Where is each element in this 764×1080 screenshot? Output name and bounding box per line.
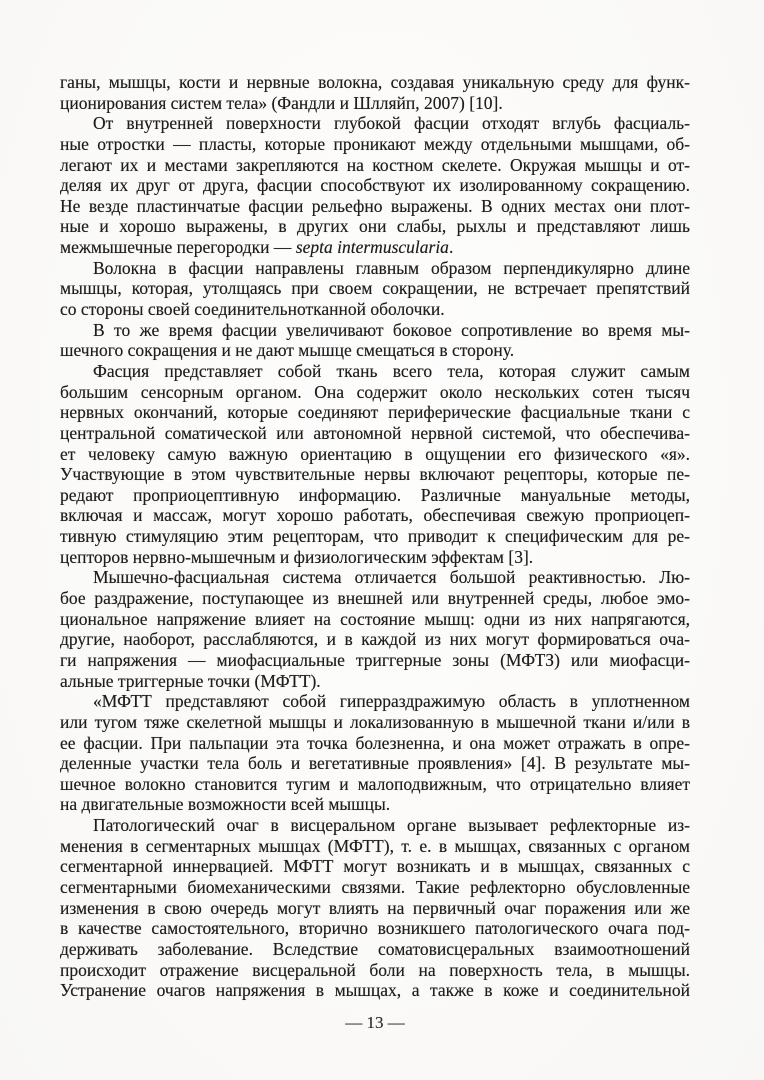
text-line: деленные участки тела боль и вегетативные проявления» [4]. В результате мы- (60, 753, 690, 774)
text-line: со стороны своей соединительнотканной оболочки. (60, 299, 445, 320)
text-line (60, 237, 690, 258)
text-line: ные и хорошо выражены, в других они слабы, рыхлы и представляют лишь (60, 216, 690, 237)
text-line: бое раздражение, поступающее из внешней или внутренней среды, любое эмо- (60, 588, 690, 609)
text-line: легают их и местами закрепляются на костном скелете. Окружая мышцы и от- (60, 154, 690, 175)
text-line: центральной соматической или автономной нервной системой, что обеспечива- (60, 422, 690, 443)
text-line: в качестве самостоятельного, вторично возникшего патологического очага под- (60, 918, 690, 939)
text-line: деляя их друг от друга, фасции способствуют их изолированному сокращению. (60, 175, 690, 196)
paragraph (60, 320, 690, 361)
text-run: межмышечные перегородки — (60, 237, 296, 258)
paragraph (60, 72, 690, 113)
text-line: Патологический очаг в висцеральном органе вызывает рефлекторные из- (93, 815, 690, 836)
text-line: мышцы, которая, утолщаясь при своем сокращении, не встречает препятствий (60, 278, 690, 299)
paragraph (60, 258, 690, 320)
text-line: или тугом тяже скелетной мышцы и локализованную в мышечной ткани и/или в (60, 711, 690, 732)
text-line: ганы, мышцы, кости и нервные волокна, создавая уникальную среду для функ- (60, 72, 690, 92)
page-text-block (60, 72, 690, 1001)
text-line: происходит отражение висцеральной боли на поверхность тела, в мышцы. (60, 959, 690, 980)
latin-term-italic: septa intermuscularia (295, 237, 449, 258)
text-line: Участвующие в этом чувствительные нервы включают рецепторы, которые пе- (60, 464, 690, 485)
page-footer (60, 1013, 690, 1033)
paragraph (60, 567, 690, 691)
text-line: Волокна в фасции направлены главным образом перпендикулярно длине (93, 257, 690, 278)
text-line: Мышечно-фасциальная система отличается большой реактивностью. Лю- (93, 567, 690, 588)
text-line: редают проприоцептивную информацию. Различные мануальные методы, (60, 484, 690, 505)
text-line: сегментарными биомеханическими связями. Такие рефлекторно обусловленные (60, 876, 690, 897)
paragraph (60, 361, 690, 567)
text-run: . (448, 237, 454, 258)
text-line: ные отростки — пласты, которые проникают между отдельными мышцами, об- (60, 133, 690, 154)
text-line: Не везде пластинчатые фасции рельефно выражены. В одних местах они плот- (60, 195, 690, 216)
text-line: Фасция представляет собой ткань всего тела, которая служит самым (93, 360, 690, 381)
paragraph (60, 113, 690, 257)
text-line: ее фасции. При пальпации эта точка болезненна, и она может отражать в опре- (60, 732, 690, 753)
text-line: включая и массаж, могут хорошо работать, обеспечивая свежую проприоцеп- (60, 505, 690, 526)
text-line: От внутренней поверхности глубокой фасции отходят вглубь фасциаль- (93, 113, 690, 134)
text-line: сегментарной иннервацией. МФТТ могут возникать и в мышцах, связанных с (60, 856, 690, 877)
text-line: ционирования систем тела» (Фандли и Шлляйп, 2007) [10]. (60, 92, 503, 113)
text-line: циональное напряжение влияет на состояние мышц: одни из них напрягаются, (60, 608, 690, 629)
text-line: менения в сегментарных мышцах (МФТТ), т. е. в мышцах, связанных с органом (60, 835, 690, 856)
text-line: шечного сокращения и не дают мышце смещаться в сторону. (60, 340, 515, 361)
text-line: изменения в свою очередь могут влиять на первичный очаг поражения или же (60, 897, 690, 918)
text-line: ет человеку самую важную ориентацию в ощущении его физического «я». (60, 443, 690, 464)
text-line: альные триггерные точки (МФТТ). (60, 670, 321, 691)
text-line: держивать заболевание. Вследствие соматовисцеральных взаимоотношений (60, 938, 690, 959)
text-line: другие, наоборот, расслабляются, и в каждой из них могут формироваться оча- (60, 629, 690, 650)
text-line: тивную стимуляцию этим рецепторам, что приводит к специфическим для ре- (60, 526, 690, 547)
paragraph (60, 691, 690, 815)
text-line: большим сенсорным органом. Она содержит около нескольких сотен тысяч (60, 381, 690, 402)
paragraph (60, 815, 690, 1001)
text-line: В то же время фасции увеличивают боковое сопротивление во время мы- (93, 319, 690, 340)
text-line: ги напряжения — миофасциальные триггерные зоны (МФТЗ) или миофасци- (60, 649, 690, 670)
text-line: на двигательные возможности всей мышцы. (60, 794, 391, 815)
text-line: цепторов нервно-мышечным и физиологическим эффектам [3]. (60, 546, 534, 567)
text-line: шечное волокно становится тугим и малоподвижным, что отрицательно влияет (60, 773, 690, 794)
text-line: Устранение очагов напряжения в мышцах, а также в коже и соединительной (60, 980, 690, 1001)
page-number: — 13 — (345, 1013, 405, 1032)
text-line: «МФТТ представляют собой гиперраздражимую область в уплотненном (93, 691, 690, 712)
text-line: нервных окончаний, которые соединяют периферические фасциальные ткани с (60, 402, 690, 423)
